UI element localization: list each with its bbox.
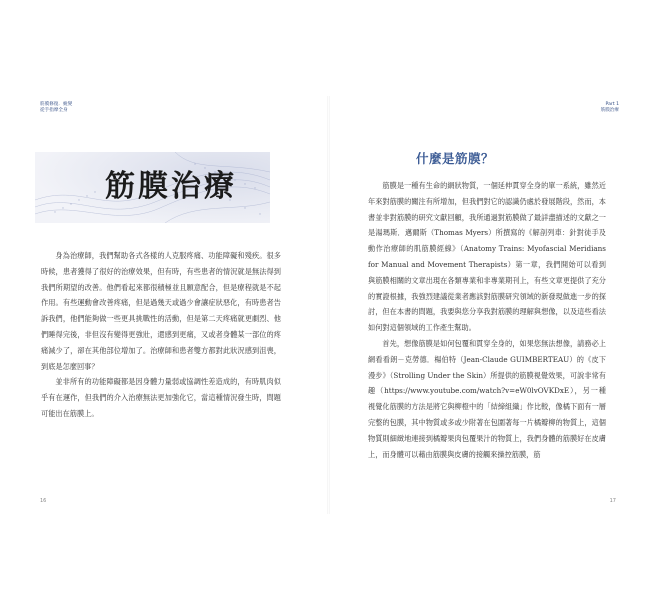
paragraph: 首先，想像筋膜是如何包覆和貫穿全身的，如果您無法想像，請務必上網看看朗－克勞德．楊伯特（Jean-Claude GUIMBERTEAU）的《皮下漫步》（Strolling Under the Skin）所提供的筋膜視覺效果，可說非常有趣（https://www.youtube.com/watch?v=eW0lvOVKDxE），另一種視覺化筋膜的方法是將它與柳橙中的「結締組織」作比較，像橘下面有一層完整的包膜，其中物質或多或少附著在包圍著每一片橘瓣柳的物質上，這個物質則細緻地連接到橘瓣果肉包覆果汁的物質上，我們身體的筋膜好在皮膚上，而身體可以藉由筋膜與皮膚的接觸來操控筋膜，筋 [368,338,606,459]
right-running-head [601,102,619,114]
page-number: 16 [40,498,47,504]
left-body-text [41,248,281,422]
paragraph: 身為治療師，我們幫助各式各樣的人克服疼痛、功能障礙和殘疾。很多時候，患者獲得了很好的治療效果，但有時，有些患者的情況就是無法得到我們所期望的改善。他們看起來都很積極並且願意配合，但是療程就是不起作用。有些運動會改善疼痛，但是過幾天或過少會讓症狀惡化，有時患者告訴我們，他們能夠做一些更具挑戰性的活動，但是第二天疼痛就更劇烈、他們睡得完後，非但沒有變得更強壯，還感到更痛，又或者身體某一部位的疼痛減少了，卻在其他部位增加了。治療師和患者雙方都對此狀況感到沮喪，到底是怎麼回事？ [41,251,281,371]
left-page [35,96,326,514]
running-head-line: Part 1 [605,102,619,107]
page-number: 17 [609,498,616,504]
running-head-line: 從手指摩全身 [40,108,68,113]
running-head-line: 筋膜治療 [600,108,619,113]
right-body-text [368,178,606,462]
paragraph: 並非所有的功能障礙都是因身體力量弱或協調性差造成的，有時肌肉似乎有在運作，但我們的介入治療無法更加強化它，當這種情況發生時，問題可能出在筋膜上。 [41,377,281,418]
section-title: 什麼是筋膜？ [416,151,495,166]
chapter-title: 筋膜治療 [105,169,237,204]
paragraph: 筋膜是一種有生命的網狀物質，一個延伸貫穿全身的單一系統，雖然近年來對筋膜的關注有所增加，但我們對它的認識仍處於發展階段，然而，本書並非對筋膜的研究文獻回顧，我所通過對筋膜做了最詳盡描述的文獻之一是湯瑪斯．邁爾斯（Thomas Myers）所撰寫的《解剖列車：針對徒手及動作治療師的肌筋膜經線》（Anatomy Trains: Myofascial Meridians for Manual and Movement Therapists）第一章，我們開始可以看到與筋膜相關的文章出現在各類專業和非專業期刊上，有些文章更提供了充分的實證根據，我強烈建議從業者應該對筋膜研究領域的新發現做進一步的探討，但在本書的問題，我要與您分享我對筋膜的理解與想像，以及這些看法如何對這個領域的工作產生幫助。 [368,181,606,333]
running-head-line: 筋膜修復．蛻變 [40,102,73,107]
right-page [330,96,621,514]
left-running-head [40,102,72,114]
chapter-hero-banner [35,152,270,223]
